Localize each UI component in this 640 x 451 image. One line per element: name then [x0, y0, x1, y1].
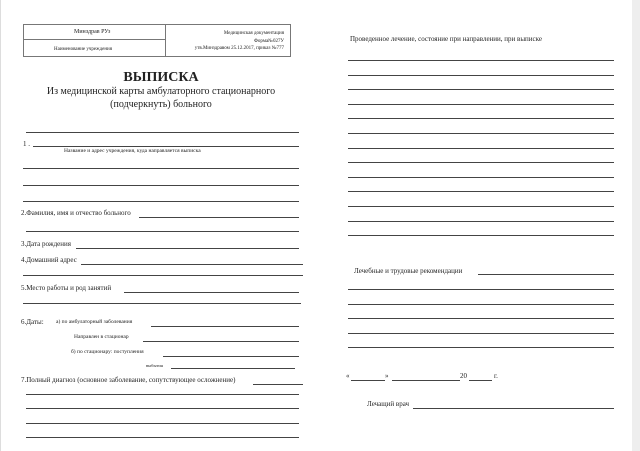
field-1-caption: Название и адрес учреждения, куда направляется выписка: [64, 148, 201, 154]
subtitle-1: Из медицинской карты амбулаторного стационарного: [46, 86, 276, 97]
field-2-input[interactable]: [139, 217, 299, 218]
date-year-input[interactable]: [469, 380, 492, 381]
field-6b2-label: выбытия: [146, 363, 163, 368]
date-day-input[interactable]: [351, 380, 385, 381]
field-1-label: 1 .: [23, 140, 30, 148]
writing-line[interactable]: [348, 148, 614, 149]
field-5-input[interactable]: [124, 292, 299, 293]
doctor-label: Лечащий врач: [367, 400, 410, 408]
doctor-signature-input[interactable]: [413, 408, 614, 409]
field-5-label: 5.Место работы и род занятий: [21, 284, 112, 292]
scrollbar-edge: [632, 0, 640, 451]
field-1-input[interactable]: [33, 146, 299, 147]
field-6b2-input[interactable]: [171, 368, 295, 369]
writing-line[interactable]: [348, 89, 614, 90]
writing-line[interactable]: [348, 304, 614, 305]
date-year-prefix: 20: [460, 372, 467, 380]
date-month-input[interactable]: [392, 380, 460, 381]
institution-label: Наименование учреждения: [54, 47, 113, 52]
field-6a-label: а) по амбулаторный заболевания: [56, 319, 133, 325]
subtitle-2: (подчеркнуть) больного: [110, 99, 212, 110]
field-7-input[interactable]: [253, 384, 303, 385]
writing-line[interactable]: [348, 118, 614, 119]
date-quote-close: »: [385, 372, 389, 380]
form-number: Форма№027У: [253, 39, 284, 44]
field-3-input[interactable]: [76, 248, 299, 249]
date-quote-open: «: [346, 372, 350, 380]
field-6a2-label: Направлен в стационар: [74, 334, 129, 340]
writing-line[interactable]: [348, 221, 614, 222]
writing-line[interactable]: [348, 104, 614, 105]
writing-line[interactable]: [348, 289, 614, 290]
field-6a-input[interactable]: [151, 326, 299, 327]
recommendations-label: Лечебные и трудовые рекомендации: [354, 267, 463, 275]
writing-line[interactable]: [348, 162, 614, 163]
field-4-input[interactable]: [81, 264, 303, 265]
ministry: Минздрав РУз: [74, 29, 111, 35]
field-6b-input[interactable]: [163, 356, 299, 357]
writing-line[interactable]: [348, 75, 614, 76]
right-page: [320, 0, 632, 451]
field-2-label: 2.Фамилия, имя и отчество больного: [21, 209, 131, 217]
field-6a2-input[interactable]: [143, 341, 299, 342]
field-3-label: 3.Дата рождения: [21, 240, 71, 248]
recommendations-input[interactable]: [478, 274, 614, 275]
approval: утв.Минздравом 25.12.2017, приказ №777: [194, 46, 284, 51]
writing-line[interactable]: [348, 133, 614, 134]
field-4-label: 4.Домашний адрес: [21, 256, 77, 264]
writing-line[interactable]: [348, 333, 614, 334]
field-6-label: 6.Даты:: [21, 318, 44, 326]
field-6b-label: б) по стационару: поступления: [71, 349, 144, 355]
writing-line[interactable]: [348, 347, 614, 348]
header-table: [23, 24, 291, 57]
date-year-suffix: г.: [494, 372, 498, 380]
writing-line[interactable]: [348, 235, 614, 236]
writing-line[interactable]: [348, 60, 614, 61]
field-7-label: 7.Полный диагноз (основное заболевание, сопутствующее осложнение): [21, 376, 236, 384]
writing-line[interactable]: [348, 177, 614, 178]
writing-line[interactable]: [348, 206, 614, 207]
treatment-label: Проведенное лечение, состояние при направлении, при выписке: [350, 35, 542, 43]
writing-line[interactable]: [348, 191, 614, 192]
writing-line[interactable]: [348, 318, 614, 319]
doc-type: Медицинская документация: [223, 31, 284, 36]
page-title: ВЫПИСКА: [123, 70, 199, 85]
